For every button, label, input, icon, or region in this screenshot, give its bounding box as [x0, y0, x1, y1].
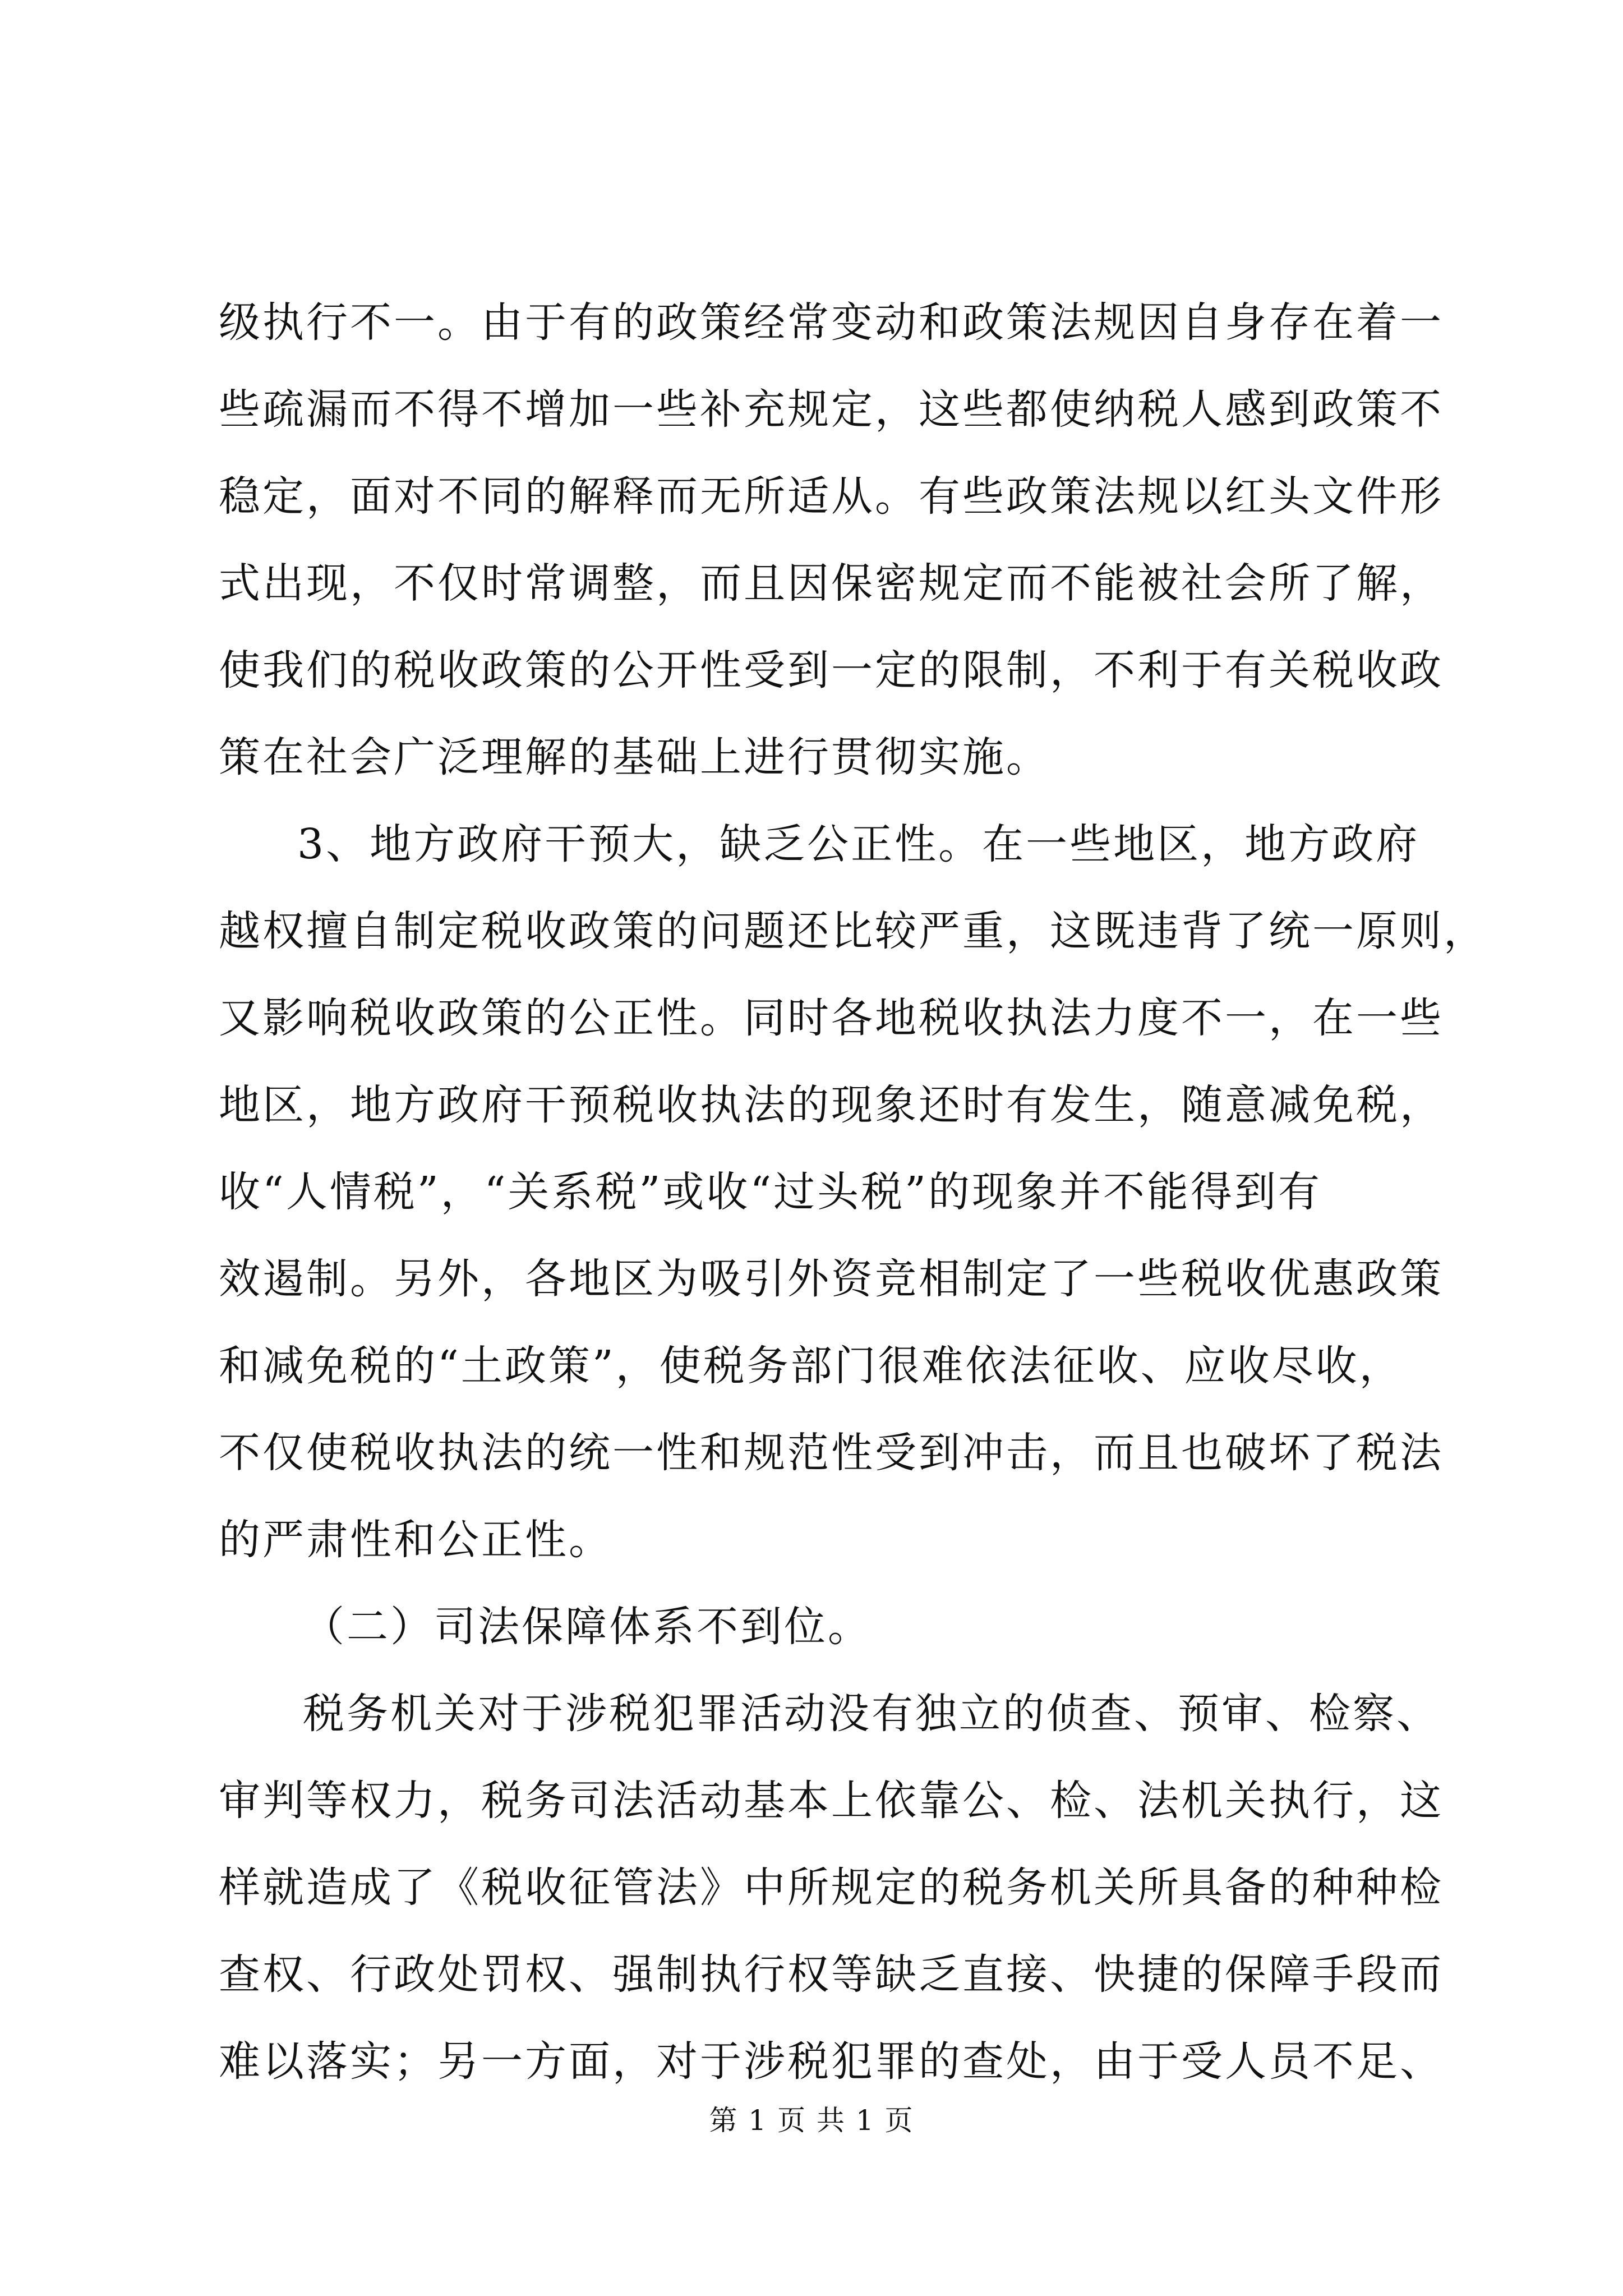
text-line: 审判等权力，税务司法活动基本上依靠公、检、法机关执行，这 [219, 1777, 1444, 1825]
text-line: 级执行不一。由于有的政策经常变动和政策法规因自身存在着一 [219, 298, 1444, 347]
text-line: 式出现，不仅时常调整，而且因保密规定而不能被社会所了解， [219, 559, 1444, 608]
text-line: 查权、行政处罚权、强制执行权等缺乏直接、快捷的保障手段而 [219, 1950, 1444, 1999]
text-line: 难以落实；另一方面，对于涉税犯罪的查处，由于受人员不足、 [219, 2037, 1444, 2086]
text-line: 样就造成了《税收征管法》中所规定的税务机关所具备的种种检 [219, 1864, 1444, 1912]
text-line: 又影响税收政策的公正性。同时各地税收执法力度不一，在一些 [219, 994, 1444, 1042]
text-line: 效遏制。另外，各地区为吸引外资竞相制定了一些税收优惠政策 [219, 1255, 1444, 1303]
section-heading: （二）司法保障体系不到位。 [303, 1603, 872, 1651]
text-line: 不仅使税收执法的统一性和规范性受到冲击，而且也破坏了税法 [219, 1429, 1444, 1477]
text-line: 使我们的税收政策的公开性受到一定的限制，不利于有关税收政 [219, 646, 1444, 694]
text-line: 税务机关对于涉税犯罪活动没有独立的侦查、预审、检察、 [303, 1690, 1440, 1738]
text-line: 越权擅自制定税收政策的问题还比较严重，这既违背了统一原则， [219, 907, 1487, 955]
page-number-footer: 第 1 页 共 1 页 [709, 2104, 914, 2137]
text-line: 收“人情税”，“关系税”或收“过头税”的现象并不能得到有 [219, 1168, 1322, 1216]
text-line: 策在社会广泛理解的基础上进行贯彻实施。 [219, 733, 1050, 781]
text-line: 3、地方政府干预大，缺乏公正性。在一些地区，地方政府 [297, 820, 1420, 868]
text-line: 些疏漏而不得不增加一些补充规定，这些都使纳税人感到政策不 [219, 385, 1444, 434]
text-line: 稳定，面对不同的解释而无所适从。有些政策法规以红头文件形 [219, 472, 1444, 521]
text-line: 地区，地方政府干预税收执法的现象还时有发生，随意减免税， [219, 1081, 1444, 1129]
text-line: 和减免税的“土政策”，使税务部门很难依法征收、应收尽收， [219, 1342, 1403, 1390]
text-line: 的严肃性和公正性。 [219, 1516, 612, 1564]
